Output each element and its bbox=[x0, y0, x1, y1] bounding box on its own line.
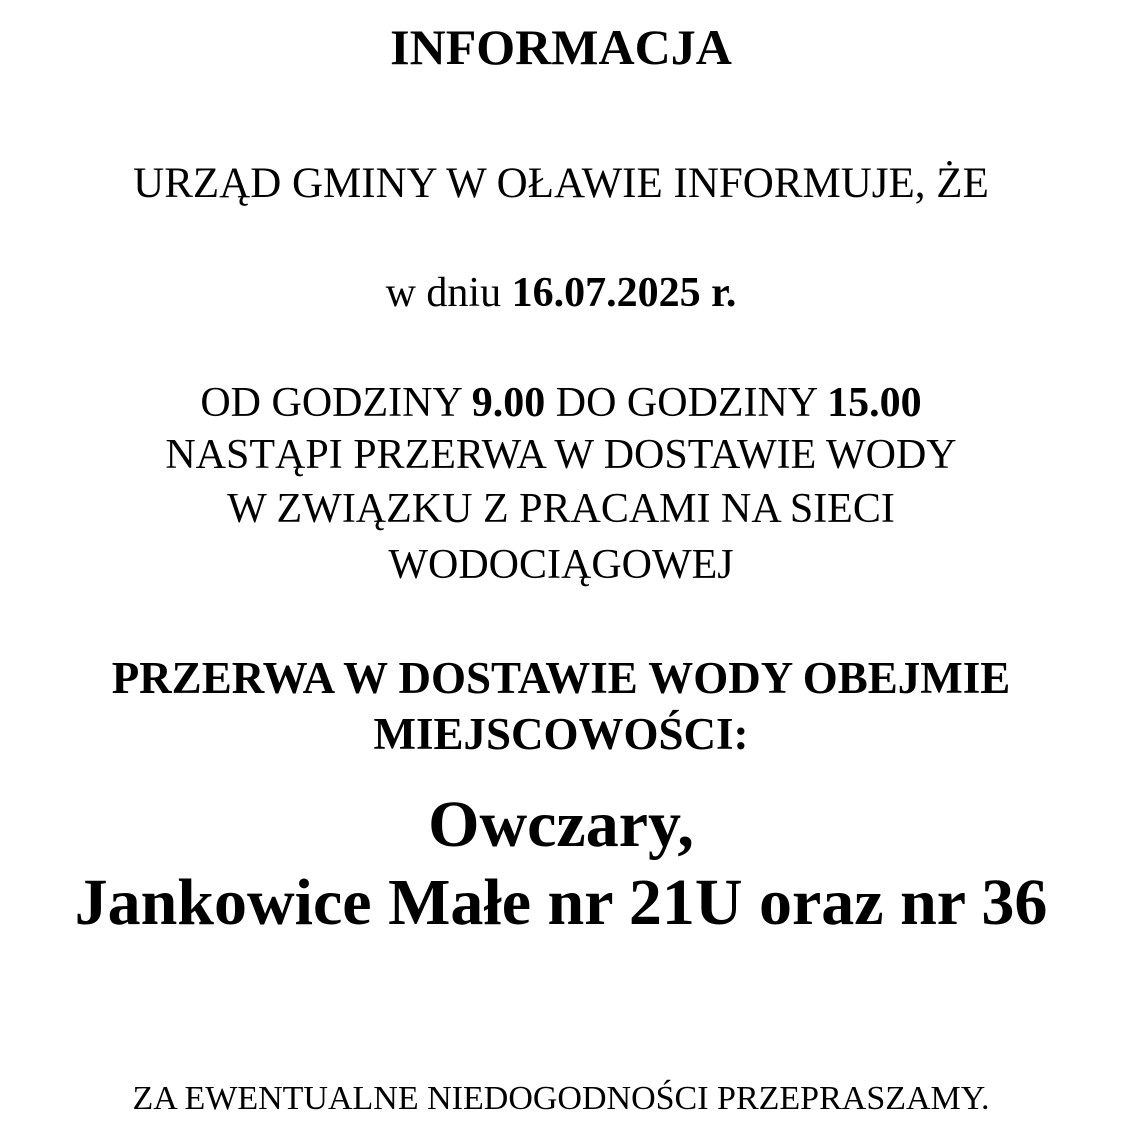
date-value: 16.07.2025 r. bbox=[511, 270, 737, 316]
hours-from-label: OD GODZINY bbox=[200, 380, 472, 426]
location-name: Owczary, bbox=[428, 788, 694, 861]
hours-to-label: DO GODZINY bbox=[545, 380, 828, 426]
hours-to-value: 15.00 bbox=[827, 380, 922, 426]
notice-line: WODOCIĄGOWEJ bbox=[388, 542, 734, 588]
hours-line bbox=[0, 382, 1122, 424]
notice-line: W ZWIĄZKU Z PRACAMI NA SIECI bbox=[227, 486, 895, 532]
coverage-heading: PRZERWA W DOSTAWIE WODY OBEJMIE bbox=[111, 653, 1011, 703]
date-line bbox=[0, 272, 1122, 314]
apology-note: ZA EWENTUALNE NIEDOGODNOŚCI PRZEPRASZAMY. bbox=[132, 1080, 990, 1117]
notice-line: NASTĄPI PRZERWA W DOSTAWIE WODY bbox=[165, 432, 957, 478]
hours-from-value: 9.00 bbox=[471, 380, 546, 426]
location-name: Jankowice Małe nr 21U oraz nr 36 bbox=[74, 866, 1048, 939]
office-announcement: URZĄD GMINY W OŁAWIE INFORMUJE, ŻE bbox=[133, 160, 989, 207]
coverage-heading: MIEJSCOWOŚCI: bbox=[373, 709, 749, 759]
date-prefix: w dniu bbox=[385, 270, 512, 316]
notice-title: INFORMACJA bbox=[390, 19, 732, 75]
